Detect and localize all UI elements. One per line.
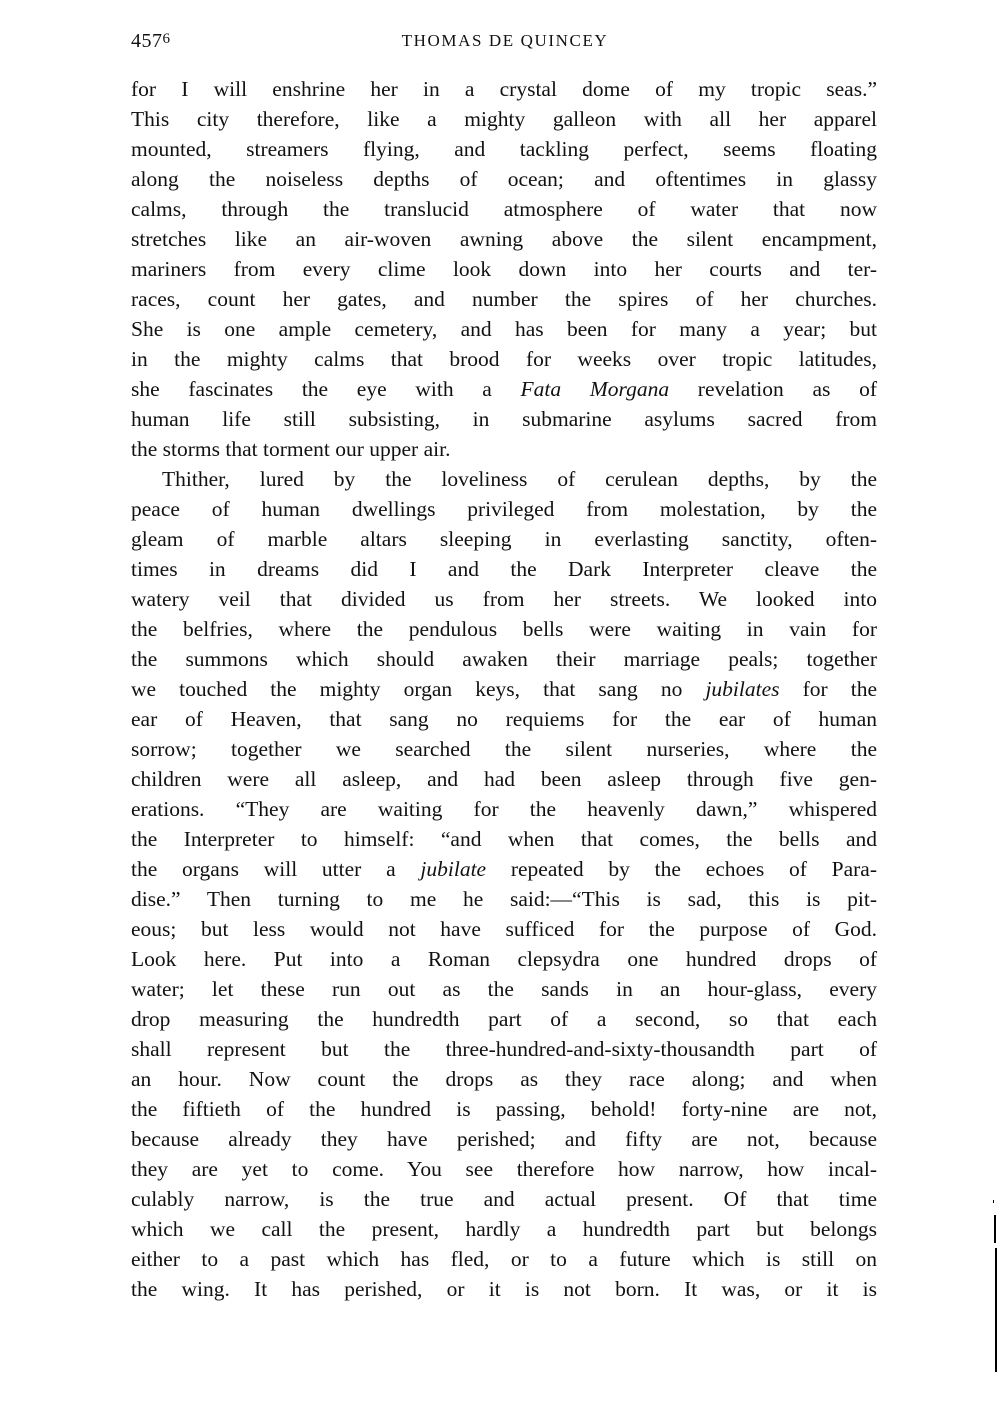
text-line <box>131 314 877 344</box>
text-line-content <box>131 974 877 1004</box>
text-line <box>131 1154 877 1184</box>
text-segment: sorrow; together we searched the silent nurseries, where the <box>131 737 877 761</box>
text-segment: ear of Heaven, that sang no requiems for the ear of human <box>131 707 877 731</box>
text-line-content <box>131 764 877 794</box>
text-line-content <box>131 794 877 824</box>
text-segment: water; let these run out as the sands in an hour-glass, every <box>131 977 877 1001</box>
text-line <box>131 764 877 794</box>
text-line-content <box>131 584 877 614</box>
text-line-content <box>131 944 877 974</box>
text-segment: Thither, lured by the loveliness of cerulean depths, by the <box>162 467 877 491</box>
text-line-content <box>131 554 877 584</box>
text-line-content <box>131 734 877 764</box>
text-segment: peace of human dwellings privileged from molestation, by the <box>131 497 877 521</box>
text-line <box>131 1244 877 1274</box>
text-line <box>131 824 877 854</box>
text-line <box>131 524 877 554</box>
text-line <box>131 1274 877 1304</box>
text-line <box>131 884 877 914</box>
text-line-content <box>131 1244 877 1274</box>
text-segment: she fascinates the eye with a <box>131 377 521 401</box>
text-line-content <box>131 344 877 374</box>
text-segment: an hour. Now count the drops as they race along; and when <box>131 1067 877 1091</box>
text-line <box>131 194 877 224</box>
text-segment: they are yet to come. You see therefore how narrow, how incal- <box>131 1157 877 1181</box>
scan-edge-mark <box>994 1215 996 1243</box>
text-line <box>131 944 877 974</box>
text-line-content <box>131 194 877 224</box>
text-segment: calms, through the translucid atmosphere of water that now <box>131 197 877 221</box>
text-segment: repeated by the echoes of Para- <box>486 857 877 881</box>
text-segment: for the <box>779 677 877 701</box>
text-line <box>131 1004 877 1034</box>
text-line-content <box>131 644 877 674</box>
scan-edge-mark <box>993 1200 994 1203</box>
text-line <box>131 284 877 314</box>
text-line <box>131 344 877 374</box>
text-segment: the storms that torment our upper air. <box>131 437 451 461</box>
text-line <box>131 104 877 134</box>
page-number-main: 457 <box>131 30 163 52</box>
text-line <box>131 854 877 884</box>
text-line <box>131 1034 877 1064</box>
text-line <box>131 1184 877 1214</box>
text-segment: shall represent but the three-hundred-and-sixty-thousandth part of <box>131 1037 877 1061</box>
text-segment: She is one ample cemetery, and has been for many a year; but <box>131 317 877 341</box>
text-line-content <box>131 524 877 554</box>
text-segment: the summons which should awaken their marriage peals; together <box>131 647 877 671</box>
text-line-content <box>131 1214 877 1244</box>
text-line <box>131 794 877 824</box>
text-line <box>131 734 877 764</box>
page-number-superscript: 6 <box>162 31 171 47</box>
text-segment: watery veil that divided us from her streets. We looked into <box>131 587 877 611</box>
text-line-content <box>131 1004 877 1034</box>
text-segment: the organs will utter a <box>131 857 421 881</box>
text-segment: mounted, streamers flying, and tackling perfect, seems floating <box>131 137 877 161</box>
text-line <box>131 1124 877 1154</box>
text-line-content <box>131 914 877 944</box>
text-line <box>131 464 877 494</box>
text-line-content <box>131 374 877 404</box>
text-line-content <box>131 464 877 494</box>
text-line <box>131 404 877 434</box>
text-line <box>131 1064 877 1094</box>
text-line <box>131 674 877 704</box>
text-segment: the wing. It has perished, or it is not born. It was, or it is <box>131 1277 877 1301</box>
italic-phrase: jubilates <box>705 677 780 701</box>
text-line-content <box>131 1124 877 1154</box>
text-segment: times in dreams did I and the Dark Interpreter cleave the <box>131 557 877 581</box>
text-segment: either to a past which has fled, or to a future which is still on <box>131 1247 877 1271</box>
text-line-content <box>131 704 877 734</box>
text-segment: erations. “They are waiting for the heavenly dawn,” whispered <box>131 797 877 821</box>
text-line-content <box>131 1154 877 1184</box>
text-segment: in the mighty calms that brood for weeks over tropic latitudes, <box>131 347 877 371</box>
italic-phrase: Fata Morgana <box>520 377 670 401</box>
text-segment: revelation as of <box>669 377 877 401</box>
text-line <box>131 704 877 734</box>
text-segment: which we call the present, hardly a hundredth part but belongs <box>131 1217 877 1241</box>
text-segment: eous; but less would not have sufficed for the purpose of God. <box>131 917 877 941</box>
text-line-content <box>131 314 877 344</box>
text-line-content <box>131 284 877 314</box>
text-line <box>131 974 877 1004</box>
text-segment: gleam of marble altars sleeping in everlasting sanctity, often- <box>131 527 877 551</box>
text-line-content <box>131 224 877 254</box>
text-line <box>131 224 877 254</box>
text-segment: drop measuring the hundredth part of a second, so that each <box>131 1007 877 1031</box>
text-segment: the fiftieth of the hundred is passing, behold! forty-nine are not, <box>131 1097 877 1121</box>
text-line <box>131 644 877 674</box>
text-line-content <box>131 1274 877 1304</box>
text-line-content <box>131 614 877 644</box>
text-line-content <box>131 434 877 464</box>
text-segment: children were all asleep, and had been asleep through five gen- <box>131 767 877 791</box>
text-line <box>131 554 877 584</box>
text-line-content <box>131 884 877 914</box>
text-line <box>131 494 877 524</box>
text-line-content <box>131 74 877 104</box>
text-segment: dise.” Then turning to me he said:—“This is sad, this is pit- <box>131 887 877 911</box>
text-line <box>131 1214 877 1244</box>
text-line <box>131 1094 877 1124</box>
text-segment: mariners from every clime look down into her courts and ter- <box>131 257 877 281</box>
text-line <box>131 584 877 614</box>
text-segment: for I will enshrine her in a crystal dome of my tropic seas.” <box>131 77 877 101</box>
text-line <box>131 374 877 404</box>
text-line-content <box>131 104 877 134</box>
text-segment: culably narrow, is the true and actual present. Of that time <box>131 1187 877 1211</box>
text-segment: human life still subsisting, in submarine asylums sacred from <box>131 407 877 431</box>
text-line <box>131 614 877 644</box>
text-segment: along the noiseless depths of ocean; and oftentimes in glassy <box>131 167 877 191</box>
text-line <box>131 164 877 194</box>
text-line-content <box>131 824 877 854</box>
text-line <box>131 434 877 464</box>
text-segment: the belfries, where the pendulous bells were waiting in vain for <box>131 617 877 641</box>
text-line-content <box>131 404 877 434</box>
italic-phrase: jubilate <box>420 857 487 881</box>
running-head: THOMAS DE QUINCEY <box>401 31 609 50</box>
text-line-content <box>131 1094 877 1124</box>
text-line-content <box>131 1034 877 1064</box>
body-text <box>131 74 877 1304</box>
text-line-content <box>131 254 877 284</box>
text-line <box>131 254 877 284</box>
text-segment: we touched the mighty organ keys, that sang no <box>131 677 706 701</box>
text-line <box>131 74 877 104</box>
scan-edge-mark <box>995 1248 997 1372</box>
text-segment: Look here. Put into a Roman clepsydra one hundred drops of <box>131 947 877 971</box>
text-segment: races, count her gates, and number the spires of her churches. <box>131 287 877 311</box>
text-line-content <box>131 854 877 884</box>
text-line-content <box>131 494 877 524</box>
text-segment: because already they have perished; and fifty are not, because <box>131 1127 877 1151</box>
text-segment: the Interpreter to himself: “and when that comes, the bells and <box>131 827 877 851</box>
text-segment: This city therefore, like a mighty galleon with all her apparel <box>131 107 877 131</box>
text-line-content <box>131 1184 877 1214</box>
text-segment: stretches like an air-woven awning above the silent encampment, <box>131 227 877 251</box>
text-line-content <box>131 134 877 164</box>
text-line-content <box>131 674 877 704</box>
text-line <box>131 134 877 164</box>
text-line-content <box>131 164 877 194</box>
text-line <box>131 914 877 944</box>
text-line-content <box>131 1064 877 1094</box>
